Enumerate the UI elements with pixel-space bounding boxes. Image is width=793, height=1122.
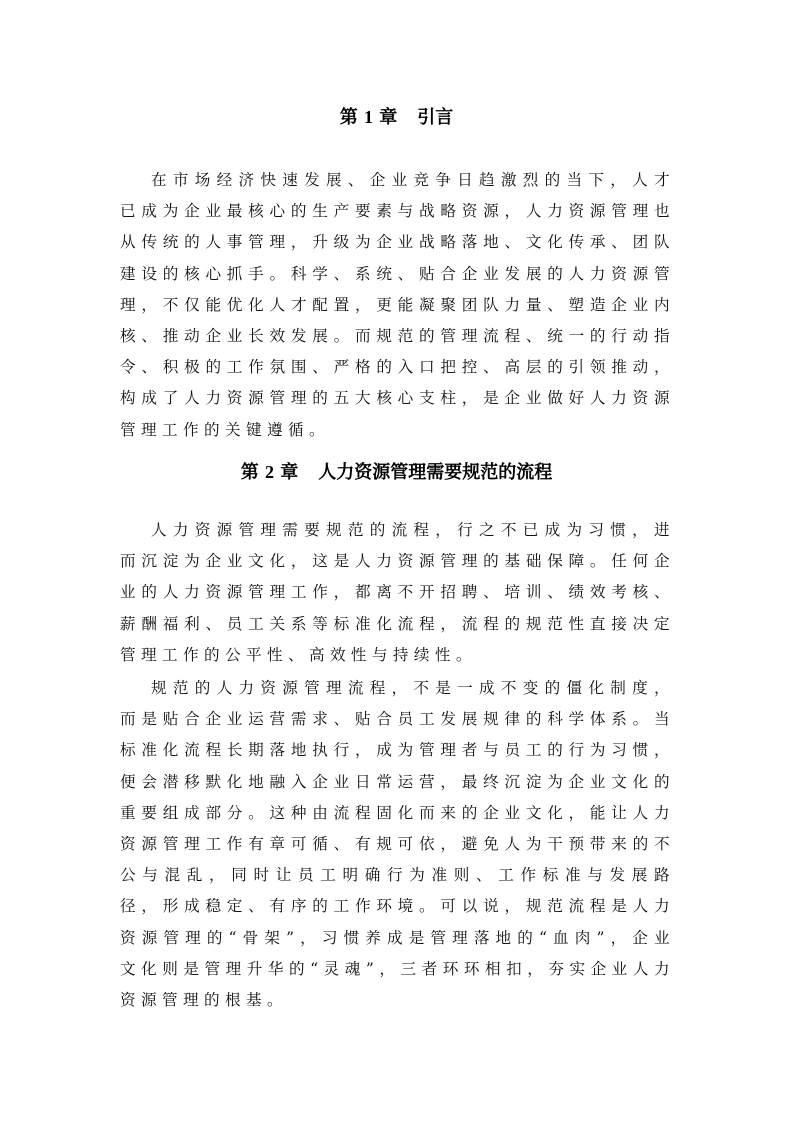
chapter-1-heading	[0, 105, 793, 130]
chapter-1-paragraph-1: 在市场经济快速发展、企业竞争日趋激烈的当下，人才已成为企业最核心的生产要素与战略资源，人力资源管理也从传统的人事管理，升级为企业战略落地、文化传承、团队建设的核心抓手。科学、系统、贴合企业发展的人力资源管理，不仅能优化人才配置，更能凝聚团队力量、塑造企业内核、推动企业长效发展。而规范的管理流程、统一的行动指令、积极的工作氛围、严格的入口把控、高层的引领推动，构成了人力资源管理的五大核心支柱，是企业做好人力资源管理工作的关键遵循。	[120, 171, 675, 439]
chapter-suffix: 章	[280, 462, 299, 483]
chapter-number: 1	[364, 107, 373, 127]
chapter-prefix: 第	[240, 462, 259, 483]
chapter-title: 引言	[417, 107, 454, 128]
chapter-number: 2	[265, 462, 274, 482]
chapter-title: 人力资源管理需要规范的流程	[318, 462, 553, 483]
chapter-2-heading	[0, 460, 793, 485]
chapter-2-paragraph-2: 规范的人力资源管理流程，不是一成不变的僵化制度，而是贴合企业运营需求、贴合员工发展规律的科学体系。当标准化流程长期落地执行，成为管理者与员工的行为习惯，便会潜移默化地融入企业日常运营，最终沉淀为企业文化的重要组成部分。这种由流程固化而来的企业文化，能让人力资源管理工作有章可循、有规可依，避免人为干预带来的不公与混乱，同时让员工明确行为准则、工作标准与发展路径，形成稳定、有序的工作环境。可以说，规范流程是人力资源管理的“骨架”，习惯养成是管理落地的“血肉”，企业文化则是管理升华的“灵魂”，三者环环相扣，夯实企业人力资源管理的根基。	[120, 679, 675, 1010]
chapter-suffix: 章	[379, 107, 398, 128]
chapter-prefix: 第	[339, 107, 358, 128]
chapter-2-paragraph-1: 人力资源管理需要规范的流程，行之不已成为习惯，进而沉淀为企业文化，这是人力资源管理的基础保障。任何企业的人力资源管理工作，都离不开招聘、培训、绩效考核、薪酬福利、员工关系等标准化流程，流程的规范性直接决定管理工作的公平性、高效性与持续性。	[120, 521, 675, 664]
